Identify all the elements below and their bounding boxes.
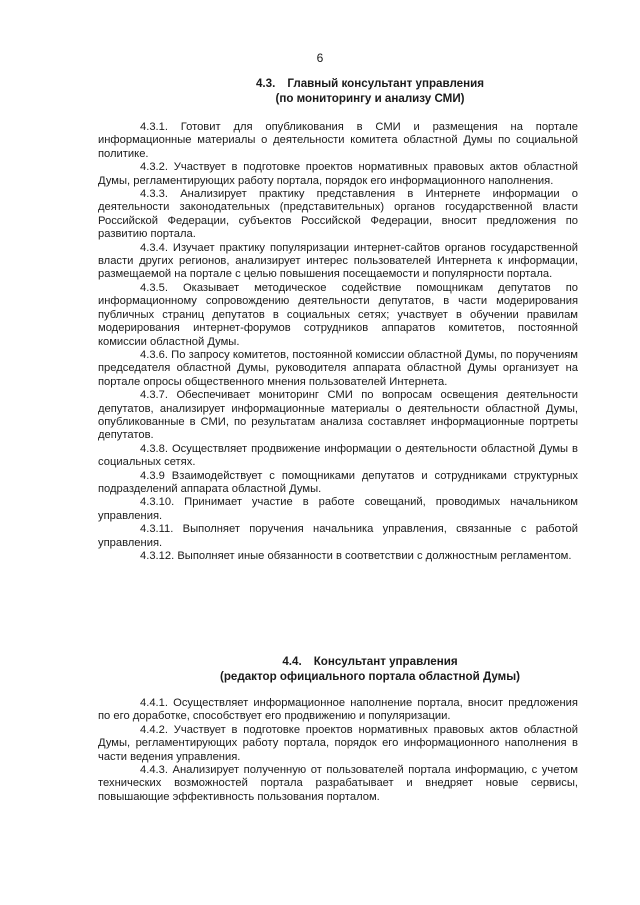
- paragraph-4-3-3: 4.3.3. Анализирует практику представления в Интернете информации о деятельности законодательных (представительных) органов государственной власти Российской Федерации, субъектов Российской Федерации, вносит предложения по развитию портала.: [98, 188, 578, 241]
- section-4-3-subtitle: (по мониторингу и анализу СМИ): [275, 92, 465, 105]
- section-4-4-title-text: Консультант управления: [313, 655, 458, 668]
- paragraph-4-3-7: 4.3.7. Обеспечивает мониторинг СМИ по вопросам освещения деятельности депутатов, анализирует информационные материалы о деятельности областной Думы, опубликованные в СМИ, по результатам анализа составляет информационные портреты депутатов.: [98, 389, 578, 442]
- paragraph-4-4-2: 4.4.2. Участвует в подготовке проектов нормативных правовых актов областной Думы, регламентирующих работу портала, порядок его информационного наполнения в части ведения управления.: [98, 723, 578, 763]
- section-4-4-title: [150, 654, 590, 669]
- paragraph-4-3-2: 4.3.2. Участвует в подготовке проектов нормативных правовых актов областной Думы, регламентирующих работу портала, порядок его информационного наполнения.: [98, 161, 578, 187]
- paragraph-4-4-3: 4.4.3. Анализирует полученную от пользователей портала информацию, с учетом технических возможностей портала разрабатывает и внедряет новые сервисы, повышающие эффективность пользования порталом.: [98, 764, 578, 803]
- section-4-3-title: [150, 76, 590, 91]
- paragraph-4-3-5: 4.3.5. Оказывает методическое содействие помощникам депутатов по информационному сопровождению деятельности депутатов, в части модерирования публичных страниц депутатов в социальных сетях; участвует в обучении правилам модерирования интернет-форумов сотрудников аппаратов комитетов, постоянной комиссии областной Думы.: [98, 281, 578, 348]
- paragraph-4-3-4: 4.3.4. Изучает практику популяризации интернет-сайтов органов государственной власти других регионов, анализирует интерес пользователей Интернета к информации, размещаемой на портале с целью повышения посещаемости и популярности портала.: [98, 241, 578, 281]
- paragraph-4-3-10: 4.3.10. Принимает участие в работе совещаний, проводимых начальником управления.: [98, 496, 578, 522]
- paragraph-4-3-12: 4.3.12. Выполняет иные обязанности в соответствии с должностным регламентом.: [140, 550, 572, 562]
- section-4-3-body: [98, 121, 578, 563]
- paragraph-4-3-1: 4.3.1. Готовит для опубликования в СМИ и размещения на портале информационные материалы о деятельности комитета областной Думы по социальной политике.: [98, 121, 578, 160]
- page-number: 6: [316, 51, 324, 65]
- section-4-3-number: 4.3.: [255, 77, 276, 90]
- paragraph-4-4-1: 4.4.1. Осуществляет информационное наполнение портала, вносит предложения по его доработке, способствует его продвижению и популяризации.: [98, 697, 578, 723]
- paragraph-4-3-6: 4.3.6. По запросу комитетов, постоянной комиссии областной Думы, по поручениям председателя областной Думы, руководителя аппарата областной Думы организует на портале опросы общественного мнения пользователей Интернета.: [98, 348, 578, 388]
- paragraph-4-3-8: 4.3.8. Осуществляет продвижение информации о деятельности областной Думы в социальных сетях.: [98, 442, 578, 469]
- section-4-4-heading: [150, 654, 590, 684]
- section-4-4-number: 4.4.: [282, 655, 302, 668]
- paragraph-4-3-11: 4.3.11. Выполняет поручения начальника управления, связанные с работой управления.: [98, 523, 578, 549]
- section-4-3-title-text: Главный консультант управления: [287, 77, 485, 90]
- section-4-3-heading: [150, 76, 590, 106]
- section-4-4-body: [98, 697, 578, 804]
- paragraph-4-3-9: 4.3.9 Взаимодействует с помощниками депутатов и сотрудниками структурных подразделений аппарата областной Думы.: [98, 469, 578, 495]
- section-4-4-subtitle: (редактор официального портала областной Думы): [219, 670, 521, 683]
